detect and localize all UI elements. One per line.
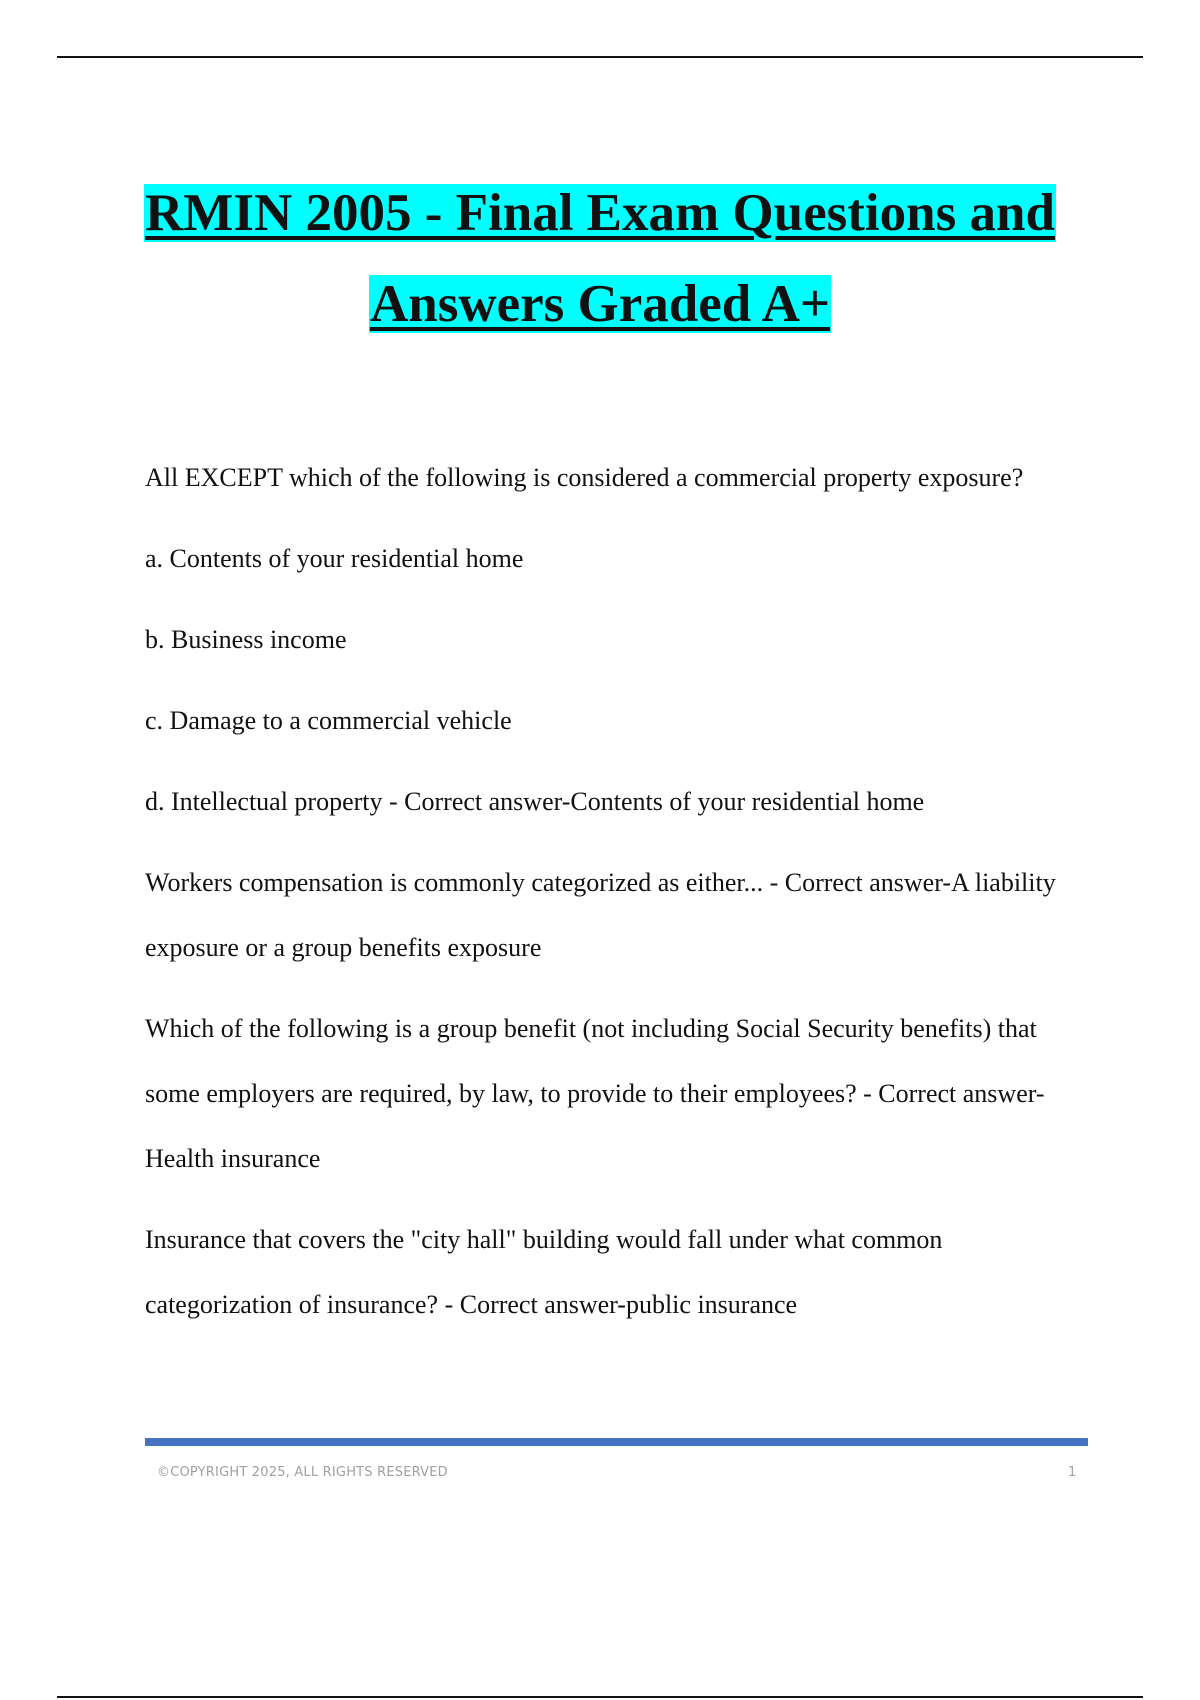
title-highlight-2: Answers Graded A+ [369,275,831,333]
question-3: Which of the following is a group benefit (not including Social Security benefits) that some employers are required, by law, to provide to their employees? - Correct answer-Health insurance [145,1014,1045,1173]
top-rule [57,56,1143,58]
footer-bar [145,1438,1088,1446]
bottom-rule [57,1696,1143,1698]
footer-copyright: ©COPYRIGHT 2025, ALL RIGHTS RESERVED [157,1465,448,1480]
question-1-text: All EXCEPT which of the following is considered a commercial property exposure? [145,463,1024,492]
question-1-option-b: b. Business income [145,625,347,654]
question-2: Workers compensation is commonly categorized as either... - Correct answer-A liability exposure or a group benefits exposure [145,868,1056,962]
question-1-option-c: c. Damage to a commercial vehicle [145,706,512,735]
question-1-option-d-answer: d. Intellectual property - Correct answer-Contents of your residential home [145,787,925,816]
page-title-line-1 [0,182,1200,244]
page-title-line-2 [0,273,1200,335]
document-body [145,445,1085,1353]
question-1-option-a: a. Contents of your residential home [145,544,524,573]
question-4: Insurance that covers the "city hall" building would fall under what common categorization of insurance? - Correct answer-public insurance [145,1225,943,1319]
title-highlight-1: RMIN 2005 - Final Exam Questions and [145,184,1055,242]
footer-page-number: 1 [1068,1465,1077,1480]
